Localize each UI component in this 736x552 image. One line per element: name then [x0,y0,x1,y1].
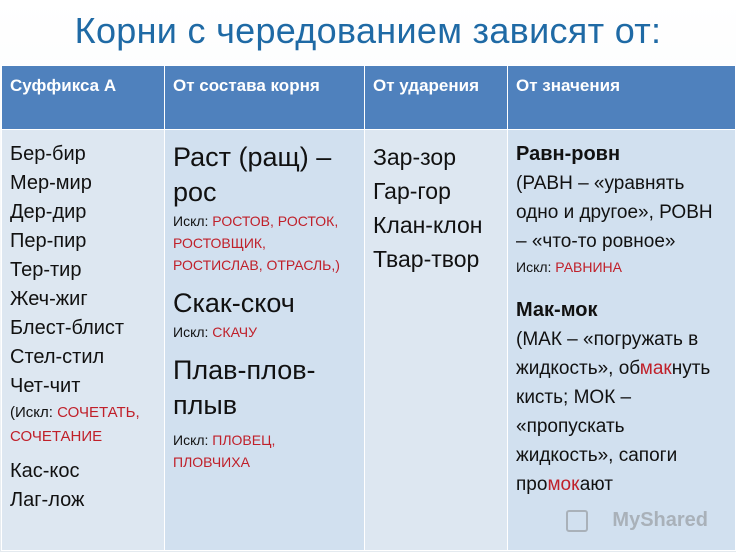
root-pair: Чет-чит [10,375,81,397]
exception-colon: : [48,404,58,421]
column-root-composition [165,130,365,551]
exception-colon: : [204,432,213,448]
highlighted-root: мок [547,474,580,495]
column-suffix-a [2,130,165,551]
column-stress [365,130,508,551]
exception-note [173,321,356,343]
meaning-text: нуть кисть; МОК – «пропускать жидкость», сапоги про [516,358,711,495]
exception-words: СКАЧУ [212,324,258,340]
watermark: MyShared [612,509,708,531]
root-heading: Равн-ровн [516,143,621,165]
watermark-icon [566,510,588,532]
meaning-text: (МАК – «погружать в жидкость», об [516,329,699,379]
exception-colon: : [204,324,213,340]
root-pair: Блест-блист [10,317,125,339]
exception-note [173,210,356,276]
root-group: Раст (ращ) – рос [173,142,332,207]
root-pair: Стел-стил [10,346,105,368]
meaning-text: ают [579,474,613,495]
root-pair: Тер-тир [10,259,82,281]
root-pair: Мер-мир [10,172,92,194]
content-row [2,130,736,551]
exception-label: Искл [173,432,205,448]
exception-note [10,401,156,449]
exception-label: Искл [15,404,49,421]
root-heading: Мак-мок [516,299,598,321]
exception-words: ПЛОВЕЦ, ПЛОВЧИХА [173,432,276,470]
alternation-table [1,65,736,551]
exception-words: РАВНИНА [555,259,622,275]
column-meaning [508,130,736,551]
root-pair: Бер-бир [10,143,86,165]
root-pair: Лаг-лож [10,489,85,511]
header-meaning: От значения [508,66,736,130]
meaning-description: (РАВН – «уравнять одно и другое», РОВН – «что-то ровное» [516,173,713,252]
header-stress: От ударения [365,66,508,130]
exception-words: СОЧЕТАТЬ, [57,404,140,421]
header-suffix-a: Суффикса А [2,66,165,130]
exception-label: Искл [516,259,548,275]
exception-note [173,429,356,473]
root-group: Скак-скоч [173,288,295,318]
root-pair: Дер-дир [10,201,87,223]
exception-label: Искл [173,324,205,340]
slide-title: Корни с чередованием зависят от: [74,10,662,51]
exception-words: СОЧЕТАНИЕ [10,428,103,445]
meaning-description [516,325,727,499]
root-group: Плав-плов-плыв [173,355,316,420]
paren-open: ( [10,404,15,421]
highlighted-root: мак [639,358,672,379]
exception-colon: : [547,259,556,275]
header-row [2,66,736,130]
root-pair: Пер-пир [10,230,87,252]
exception-words: РОСТОВ, РОСТОК, РОСТОВЩИК, РОСТИСЛАВ, ОТРАСЛЬ,) [173,213,340,273]
root-pair: Клан-клон [373,212,483,238]
root-pair: Зар-зор [373,144,457,170]
exception-note [516,256,727,278]
root-pair: Гар-гор [373,178,451,204]
exception-label: Искл [173,213,205,229]
exception-colon: : [204,213,213,229]
header-root-composition: От состава корня [165,66,365,130]
root-pair: Твар-твор [373,246,480,272]
root-pair: Жеч-жиг [10,288,88,310]
root-pair: Кас-кос [10,460,80,482]
